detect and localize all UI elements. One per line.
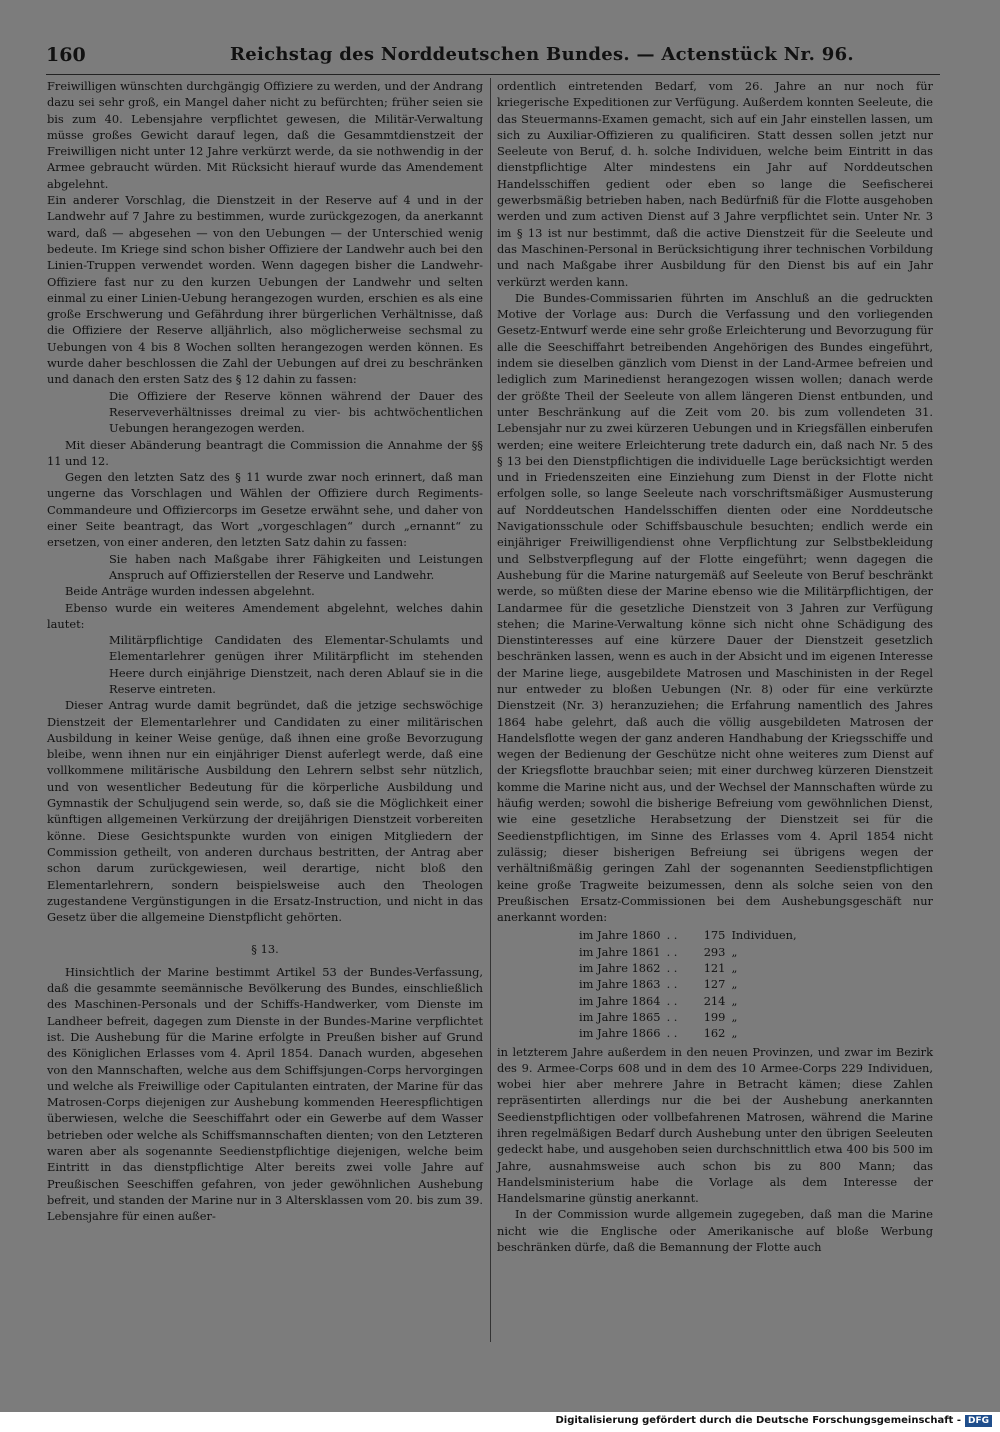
dot-leader: . .: [666, 1026, 678, 1041]
individual-count: 175: [703, 928, 726, 943]
dot-leader: . .: [666, 961, 678, 976]
individual-count: 162: [703, 1026, 726, 1041]
table-row: [579, 1009, 803, 1025]
dfg-logo: DFG: [965, 1415, 992, 1427]
unit-label: „: [731, 1009, 738, 1024]
dot-leader: . .: [666, 993, 678, 1008]
section-heading: § 13.: [251, 942, 279, 957]
quoted-provision: Die Offiziere der Reserve können während der Dauer des Reserveverhältnisses dreimal zu vier- bis achtwöchentlichen Uebungen herangezogen werden.: [109, 388, 483, 436]
table-row: [579, 976, 803, 992]
conscription-table: [579, 927, 803, 1041]
dot-leader: . .: [666, 977, 678, 992]
unit-label: „: [731, 977, 738, 992]
credit-text: Digitalisierung gefördert durch die Deutsche Forschungsgemeinschaft -: [555, 1415, 961, 1426]
paragraph: in letzterem Jahre außerdem in den neuen Provinzen, und zwar im Bezirk des 9. Armee-Corps 608 und in dem des 10 Armee-Corps 229 Individuen, wobei hier aber mehrere Jahre in Betracht kämen; diese Zahlen repräsentirten allerdings nur die bei der Aushebung anerkannten Seedienstpflichtigen oder vollbefahrenen Matrosen, während die Marine ihren regelmäßigen Bedarf durch Aushebung unter den übrigen Seeleuten gedeckt habe, und ausgehoben seien durchschnittlich etwa 400 bis 500 im Jahre, ausnahmsweise auch schon bis zu 800 Mann; das Handelsministerium habe die Vorlage als dem Interesse der Handelsmarine günstig anerkannt.: [497, 1044, 933, 1206]
left-column: [47, 78, 483, 1224]
year-label: im Jahre 1860: [579, 928, 661, 943]
table-row: [579, 927, 803, 943]
digitization-credit: [555, 1415, 992, 1427]
table-row: [579, 1025, 803, 1041]
right-column: [497, 78, 933, 1255]
individual-count: 214: [703, 993, 726, 1008]
unit-label: „: [731, 944, 738, 959]
unit-label: „: [731, 993, 738, 1008]
year-label: im Jahre 1861: [579, 944, 661, 959]
paragraph: Freiwilligen wünschten durchgängig Offiziere zu werden, und der Andrang dazu sei sehr groß, ein Mangel daher nicht zu befürchten; früher seien sie bis zum 40. Lebensjahre verpflichtet gewesen, die Militär-Verwaltung müsse großes Gewicht darauf legen, daß die Gesammtdienstzeit der Freiwilligen nicht unter 12 Jahre verkürzt werde, da sie nothwendig in der Armee gebraucht würden. Mit Rücksicht hierauf wurde das Amendement abgelehnt.: [47, 79, 483, 191]
column-divider: [490, 78, 491, 1342]
dot-leader: . .: [666, 928, 678, 943]
individual-count: 199: [703, 1009, 726, 1024]
paragraph: Beide Anträge wurden indessen abgelehnt.: [65, 584, 315, 599]
header-rule: [46, 74, 940, 75]
individual-count: 293: [703, 944, 726, 959]
table-row: [579, 944, 803, 960]
year-label: im Jahre 1862: [579, 961, 661, 976]
dot-leader: . .: [666, 1009, 678, 1024]
paragraph: Dieser Antrag wurde damit begründet, daß die jetzige sechswöchige Dienstzeit der Elementarlehrer und Candidaten zu einer militärischen Ausbildung in keiner Weise genüge, daß ihnen eine große Bevorzugung bleibe, wenn ihnen nur ein einjähriger Dienst auferlegt werde, daß eine vollkommene militärische Ausbildung den Lehrern selbst sehr nützlich, und von wesentlicher Bedeutung für die körperliche Ausbildung und Gymnastik der Schuljugend sein werde, so, daß sie die Möglichkeit einer künftigen allgemeinen Verkürzung der dreijährigen Dienstzeit vorbereiten könne. Diese Gesichtspunkte wurden von einigen Mitgliedern der Commission getheilt, von anderen durchaus bestritten, der Antrag aber schon darum zurückgewiesen, weil derartige, nicht bloß den Elementarlehrern, sondern beispielsweise auch den Theologen zugestandene Vergünstigungen in die Ersatz-Instruction, und nicht in das Gesetz über die allgemeine Dienstpflicht gehörten.: [47, 698, 483, 925]
paragraph: Ein anderer Vorschlag, die Dienstzeit in der Reserve auf 4 und in der Landwehr auf 7 Jahre zu bestimmen, wurde zurückgezogen, da anerkannt ward, daß — abgesehen — von den Uebungen — der Unterschied wenig bedeute. Im Kriege sind schon bisher Offiziere der Landwehr auch bei den Linien-Truppen verwendet worden. Wenn dagegen bisher die Landwehr-Offiziere fast nur zu den kurzen Uebungen der Landwehr und selten einmal zu einer Linien-Uebung herangezogen wurden, erschien es als eine große Erschwerung und Gefährdung ihrer bürgerlichen Verhältnisse, daß die Offiziere der Reserve alljährlich, also möglicherweise sechsmal zu Uebungen von 4 bis 8 Wochen sollten herangezogen werden können. Es wurde daher beschlossen die Zahl der Uebungen auf drei zu beschränken und danach den ersten Satz des § 12 dahin zu fassen:: [47, 193, 483, 387]
paragraph: In der Commission wurde allgemein zugegeben, daß man die Marine nicht wie die Englische oder Amerikanische auf bloße Werbung beschränken dürfe, daß die Bemannung der Flotte auch: [497, 1207, 933, 1255]
paragraph: Gegen den letzten Satz des § 11 wurde zwar noch erinnert, daß man ungerne das Vorschlagen und Wählen der Offiziere durch Regiments-Commandeure und Offiziercorps im Gesetze erwähnt sehe, und daher von einer Seite beantragt, das Wort „vorgeschlagen“ durch „ernannt“ zu ersetzen, von einer anderen, den letzten Satz dahin zu fassen:: [47, 470, 483, 550]
paragraph: ordentlich eintretenden Bedarf, vom 26. Jahre an nur noch für kriegerische Expeditionen zur Verfügung. Außerdem konnten Seeleute, die das Steuermanns-Examen gemacht, sich auf ein Jahr einstellen lassen, um sich zu Auxiliar-Offizieren zu qualificiren. Statt dessen sollen jetzt nur Seeleute von Beruf, d. h. solche Individuen, welche beim Eintritt in das dienstpflichtige Alter mindestens ein Jahr auf Norddeutschen Handelsschiffen gedient oder eben so lange die Seefischerei gewerbsmäßig betrieben haben, nach Bedürfniß für die Flotte ausgehoben werden und zum activen Dienst auf 3 Jahre verpflichtet sein. Unter Nr. 3 im § 13 ist nur bestimmt, daß die active Dienstzeit für die Seeleute und das Maschinen-Personal in Berücksichtigung ihrer technischen Vorbildung und nach Maßgabe ihrer Ausbildung für den Dienst bis auf ein Jahr verkürzt werden kann.: [497, 79, 933, 289]
paragraph: Mit dieser Abänderung beantragt die Commission die Annahme der §§ 11 und 12.: [47, 437, 483, 468]
unit-label: „: [731, 1026, 738, 1041]
year-label: im Jahre 1866: [579, 1026, 661, 1041]
table-row: [579, 960, 803, 976]
unit-label: „: [731, 961, 738, 976]
running-title: Reichstag des Norddeutschen Bundes. — Actenstück Nr. 96.: [230, 44, 854, 65]
year-label: im Jahre 1863: [579, 977, 661, 992]
unit-label: Individuen,: [731, 928, 797, 943]
dot-leader: . .: [666, 944, 678, 959]
quoted-provision: Sie haben nach Maßgabe ihrer Fähigkeiten und Leistungen Anspruch auf Offizierstellen der Reserve und Landwehr.: [109, 551, 483, 582]
individual-count: 121: [703, 961, 726, 976]
paragraph: Hinsichtlich der Marine bestimmt Artikel 53 der Bundes-Verfassung, daß die gesammte seemännische Bevölkerung des Bundes, einschließlich des Maschinen-Personals und der Schiffs-Handwerker, vom Dienste im Landheer befreit, dagegen zum Dienste in der Bundes-Marine verpflichtet ist. Die Aushebung für die Marine erfolgte in Preußen bisher auf Grund des Königlichen Erlasses vom 4. April 1854. Danach wurden, abgesehen von den Mannschaften, welche aus dem Schiffsjungen-Corps hervorgingen und welche als Freiwillige oder Capitulanten eintraten, der Marine für das Matrosen-Corps diejenigen zur Aushebung kommenden Heerespflichtigen überwiesen, welche die Seeschiffahrt oder ein Gewerbe auf dem Wasser betrieben oder welche als Schiffsmannschaften dienten; von den Letzteren waren aber als sogenannte Seedienstpflichtige diejenigen, welche beim Eintritt in das dienstpflichtige Alter bereits zwei volle Jahre auf Preußischen Seeschiffen gefahren, von jeder gewöhnlichen Aushebung befreit, und standen der Marine nur in 3 Altersklassen vom 20. bis zum 39. Lebensjahre für einen außer-: [47, 964, 483, 1224]
individual-count: 127: [703, 977, 726, 992]
table-row: [579, 993, 803, 1009]
paragraph: Die Bundes-Commissarien führten im Anschluß an die gedruckten Motive der Vorlage aus: Durch die Verfassung und den vorliegenden Gesetz-Entwurf werde eine sehr große Erleichterung und Bevorzugung für alle die Seeschiffahrt betreibenden Angehörigen des Bundes eingeführt, indem sie dieselben gänzlich vom Dienst in der Land-Armee befreien und lediglich zum Marinedienst herangezogen wissen wollen; danach werde der größte Theil der Seeleute von allem längeren Dienst entbunden, und unter Beschränkung auf die Zeit vom 20. bis zum vollendeten 31. Lebensjahr nur zu zwei kürzeren Uebungen und in Kriegsfällen einberufen werden; eine weitere Erleichterung trete dadurch ein, daß nach Nr. 5 des § 13 bei den Dienstpflichtigen die individuelle Lage berücksichtigt werden und in Friedenszeiten eine Einziehung zum Dienst in der Flotte nicht erfolgen solle, so lange Seeleute nach vorschriftsmäßiger Ausmusterung auf Norddeutschen Handelsschiffen dienten oder eine Norddeutsche Navigationsschule oder Schiffsbauschule besuchten; endlich werde ein einjähriger Freiwilligendienst ohne Verpflichtung zur Selbstbekleidung und Selbstverpflegung auf der Flotte eingeführt; wenn dagegen die Aushebung für die Marine naturgemäß auf Seeleute von Beruf beschränkt werde, so müßten diese der Marine ebenso wie die Militärpflichtigen, der Landarmee für die gesetzliche Dienstzeit von 3 Jahren zur Verfügung stehen; die Marine-Verwaltung könne sich nicht ohne Schädigung des Dienstinteresses auf eine kürzere Dauer der Dienstzeit gesetzlich beschränken lassen, wenn es auch in der Absicht und im eigenen Interesse der Marine liege, ausgebildete Matrosen und Maschinisten in der Regel nur entweder zu bloßen Uebungen (Nr. 8) oder für eine verkürzte Dienstzeit (Nr. 3) heranzuziehen; die Erfahrung namentlich des Jahres 1864 habe gelehrt, daß auch die völlig ausgebildeten Matrosen der Handelsflotte wegen der ganz anderen Handhabung der Kriegsschiffe und wegen der Bedienung der Geschütze nicht ohne weiteres zum Dienst auf der Kriegsflotte brauchbar seien; mit einer durchweg kürzeren Dienstzeit komme die Marine nicht aus, und der Wechsel der Mannschaften würde zu häufig werden; sowohl die bisherige Befreiung vom gewöhnlichen Dienst, wie eine gesetzliche Herabsetzung der Dienstzeit sei für die Seedienstpflichtigen, im Sinne des Erlasses vom 4. April 1854 nicht zulässig; dieser bisherigen Befreiung sei übrigens wegen der verhältnißmäßig geringen Zahl der sogenannten Seedienstpflichtigen keine große Tragweite beizumessen, denn als solche seien von den Preußischen Ersatz-Commissionen bei dem Aushebungsgeschäft nur anerkannt worden:: [497, 290, 933, 925]
paragraph: Ebenso wurde ein weiteres Amendement abgelehnt, welches dahin lautet:: [47, 600, 483, 631]
quoted-provision: Militärpflichtige Candidaten des Elementar-Schulamts und Elementarlehrer genügen ihrer Militärpflicht im stehenden Heere durch einjährige Dienstzeit, nach deren Ablauf sie in die Reserve eintreten.: [109, 633, 483, 696]
year-label: im Jahre 1864: [579, 993, 661, 1008]
page-number: 160: [46, 44, 86, 66]
year-label: im Jahre 1865: [579, 1009, 661, 1024]
